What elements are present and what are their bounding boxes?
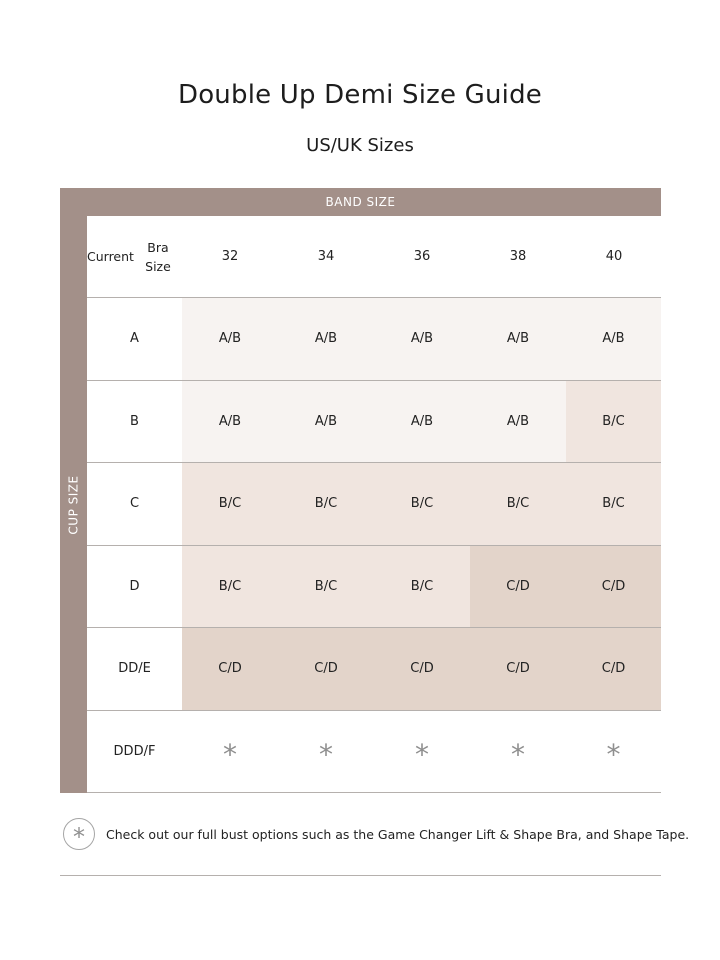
cup-size-cell: B <box>130 413 139 429</box>
cup-size-cell: C <box>129 496 140 512</box>
size-cell: B/C <box>182 463 278 545</box>
size-table <box>87 216 661 793</box>
size-cell: A/B <box>278 298 374 380</box>
band-header-cell: 38 <box>509 249 527 264</box>
size-cell: B/C <box>374 463 470 545</box>
bottom-divider <box>60 875 661 876</box>
table-row <box>87 546 661 629</box>
size-cell: B/C <box>182 546 278 628</box>
size-cell: A/B <box>470 381 566 463</box>
size-cell: B/C <box>470 463 566 545</box>
size-cell: B/C <box>566 381 661 463</box>
cup-size-cell: A <box>130 331 139 347</box>
size-cell: A/B <box>374 298 470 380</box>
size-cell: B/C <box>278 463 374 545</box>
asterisk-icon: * <box>470 711 566 793</box>
page-title: Double Up Demi Size Guide <box>177 80 542 110</box>
band-header-cell: 40 <box>605 249 623 264</box>
header-label-line1: Current <box>87 249 134 264</box>
band-header-cell: 36 <box>413 249 431 264</box>
table-row <box>87 628 661 711</box>
size-cell: C/D <box>278 628 374 710</box>
asterisk-icon: * <box>566 711 661 793</box>
size-cell: C/D <box>566 628 661 710</box>
band-size-label: BAND SIZE <box>325 195 396 209</box>
size-cell: A/B <box>182 381 278 463</box>
cup-size-label: CUP SIZE <box>66 474 81 535</box>
size-cell: C/D <box>470 546 566 628</box>
band-header-cell: 34 <box>317 249 335 264</box>
size-cell: A/B <box>278 381 374 463</box>
band-size-header <box>60 188 661 216</box>
size-cell: A/B <box>374 381 470 463</box>
size-cell: A/B <box>182 298 278 380</box>
current-bra-size-header <box>87 216 182 297</box>
asterisk-icon: * <box>374 711 470 793</box>
asterisk-icon: * <box>278 711 374 793</box>
size-cell: B/C <box>566 463 661 545</box>
footnote <box>63 818 690 851</box>
table-row <box>87 463 661 546</box>
table-row <box>87 298 661 381</box>
size-cell: A/B <box>566 298 661 380</box>
size-cell: A/B <box>470 298 566 380</box>
cup-size-cell: DD/E <box>118 661 151 677</box>
size-cell: C/D <box>470 628 566 710</box>
cup-size-label-wrap <box>60 216 87 793</box>
size-cell: B/C <box>374 546 470 628</box>
table-header-row <box>87 216 661 298</box>
cup-size-cell: DDD/F <box>113 743 156 759</box>
asterisk-icon: * <box>63 818 95 850</box>
size-cell: B/C <box>278 546 374 628</box>
page-subtitle: US/UK Sizes <box>306 135 414 156</box>
band-header-cell: 32 <box>221 249 239 264</box>
size-cell: C/D <box>374 628 470 710</box>
cup-size-cell: D <box>129 578 140 594</box>
table-row <box>87 381 661 464</box>
size-cell: C/D <box>566 546 661 628</box>
header-label-line2: Bra Size <box>145 239 171 274</box>
asterisk-icon: * <box>182 711 278 793</box>
footnote-text: Check out our full bust options such as the Game Changer Lift & Shape Bra, and Shape Tape. <box>106 826 690 842</box>
table-row <box>87 711 661 794</box>
size-cell: C/D <box>182 628 278 710</box>
